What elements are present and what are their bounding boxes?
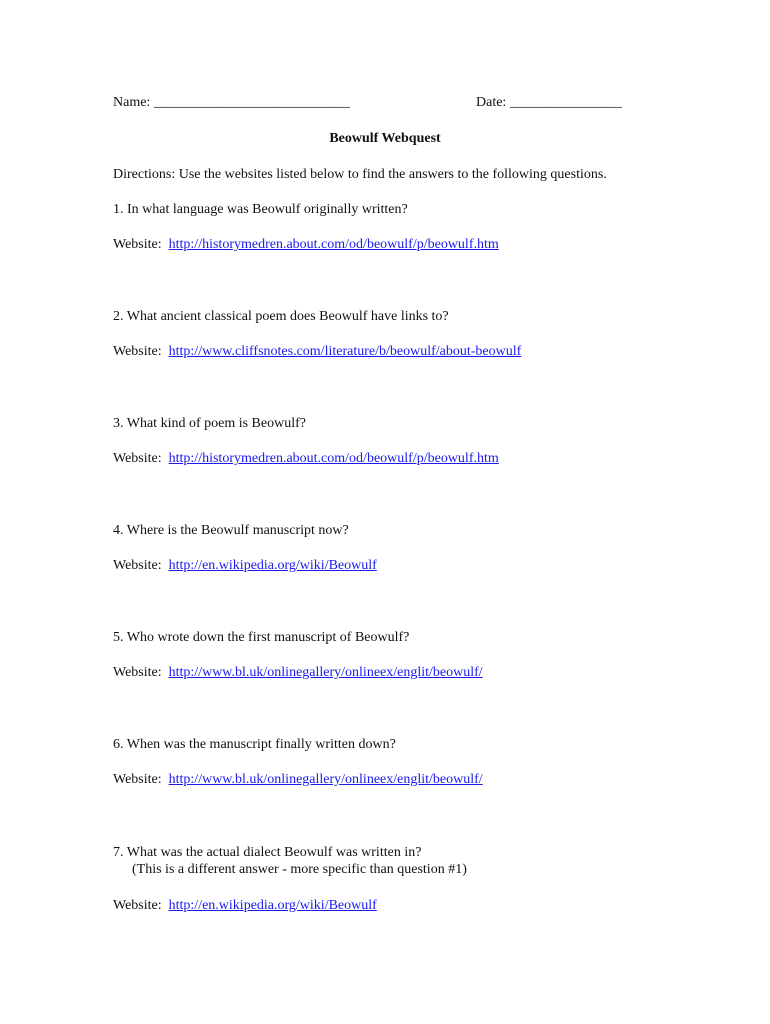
website-link-2[interactable]: http://www.cliffsnotes.com/literature/b/beowulf/about-beowulf — [168, 344, 522, 359]
website-row-4 — [113, 557, 377, 574]
question-2: 2. What ancient classical poem does Beowulf have links to? — [113, 309, 449, 324]
website-link-6[interactable]: http://www.bl.uk/onlinegallery/onlineex/englit/beowulf/ — [168, 772, 483, 787]
question-7-note: (This is a different answer - more specific than question #1) — [132, 862, 467, 877]
website-row-6 — [113, 771, 483, 788]
website-link-1[interactable]: http://historymedren.about.com/od/beowulf/p/beowulf.htm — [168, 237, 499, 252]
website-label: Website: — [113, 237, 162, 252]
website-link-3[interactable]: http://historymedren.about.com/od/beowulf/p/beowulf.htm — [168, 451, 499, 466]
name-field-label: Name: ____________________________ — [113, 95, 350, 110]
question-1: 1. In what language was Beowulf originally written? — [113, 202, 408, 217]
website-row-5 — [113, 664, 483, 681]
question-3: 3. What kind of poem is Beowulf? — [113, 416, 306, 431]
website-label: Website: — [113, 451, 162, 466]
directions-text: Directions: Use the websites listed below to find the answers to the following questions. — [113, 167, 607, 182]
website-link-5[interactable]: http://www.bl.uk/onlinegallery/onlineex/englit/beowulf/ — [168, 665, 483, 680]
website-row-2 — [113, 343, 521, 360]
website-row-1 — [113, 236, 499, 253]
website-label: Website: — [113, 665, 162, 680]
website-row-3 — [113, 450, 499, 467]
page-title: Beowulf Webquest — [329, 131, 441, 146]
question-6: 6. When was the manuscript finally written down? — [113, 737, 396, 752]
question-7: 7. What was the actual dialect Beowulf was written in? — [113, 845, 422, 860]
website-link-7[interactable]: http://en.wikipedia.org/wiki/Beowulf — [168, 898, 377, 913]
website-link-4[interactable]: http://en.wikipedia.org/wiki/Beowulf — [168, 558, 377, 573]
question-4: 4. Where is the Beowulf manuscript now? — [113, 523, 349, 538]
question-5: 5. Who wrote down the first manuscript of Beowulf? — [113, 630, 410, 645]
website-row-7 — [113, 897, 377, 914]
website-label: Website: — [113, 344, 162, 359]
website-label: Website: — [113, 558, 162, 573]
website-label: Website: — [113, 772, 162, 787]
date-field-label: Date: ________________ — [476, 95, 622, 110]
website-label: Website: — [113, 898, 162, 913]
